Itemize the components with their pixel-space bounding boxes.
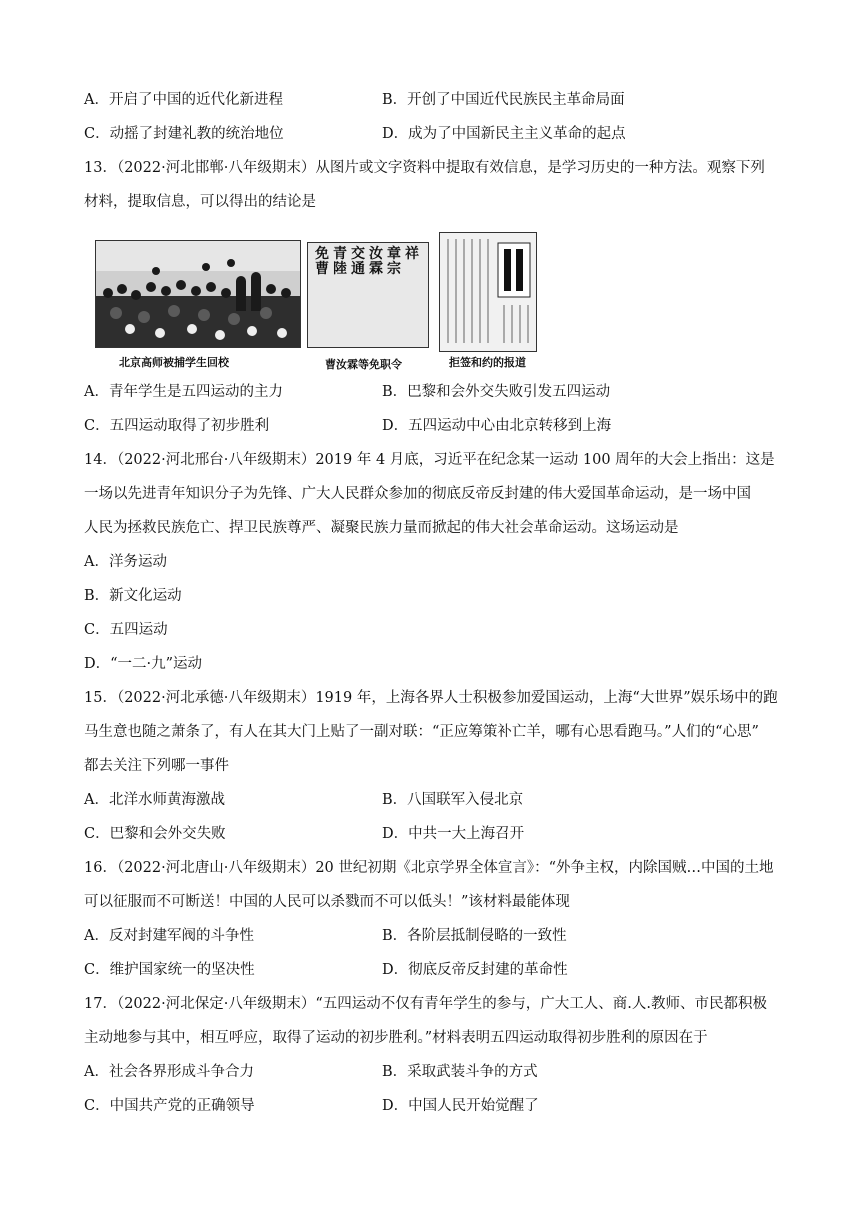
q13-option-row-2 (84, 416, 784, 436)
dismissal-decree-image (307, 242, 429, 348)
q16-option-b[interactable]: B．各阶层抵制侵略的一致性 (382, 928, 567, 944)
decree-column: 章宗 (387, 246, 401, 277)
q16-stem-line-1: 16．（2022·河北唐山·八年级期末）20 世纪初期《北京学界全体宣言》：“外争主权，内除国贼…中国的土地 (84, 860, 774, 876)
q13-option-b[interactable]: B．巴黎和会外交失败引发五四运动 (382, 384, 611, 400)
q14-stem-line-2: 一场以先进青年知识分子为先锋、广大人民群众参加的彻底反帝反封建的伟大爱国革命运动，是一场中国 (84, 486, 751, 502)
q17-option-c[interactable]: C．中国共产党的正确领导 (84, 1098, 255, 1114)
q12-option-c[interactable]: C．动摇了封建礼教的统治地位 (84, 126, 284, 142)
q15-option-a[interactable]: A．北洋水师黄海激战 (84, 792, 225, 808)
q16-option-c[interactable]: C．维护国家统一的坚决性 (84, 962, 255, 978)
q15-option-row-2 (84, 824, 784, 844)
q17-option-b[interactable]: B．采取武装斗争的方式 (382, 1064, 538, 1080)
students-return-photo (95, 240, 301, 348)
q16-option-row-2 (84, 960, 784, 980)
q12-option-b[interactable]: B．开创了中国近代民族民主革命局面 (382, 92, 625, 108)
caption-students-return: 北京高师被捕学生回校 (119, 356, 229, 369)
caption-refuse-treaty: 拒签和约的报道 (449, 356, 526, 369)
refuse-treaty-newspaper-image (439, 232, 537, 352)
q16-stem-line-2: 可以征服而不可断送！中国的人民可以杀戮而不可以低头！”该材料最能体现 (84, 894, 570, 910)
q15-option-d[interactable]: D．中共一大上海召开 (382, 826, 525, 842)
q16-option-a[interactable]: A．反对封建军阀的斗争性 (84, 928, 254, 944)
q16-option-row-1 (84, 926, 784, 946)
q12-option-d[interactable]: D．成为了中国新民主主义革命的起点 (382, 126, 626, 142)
q14-option-b[interactable]: B．新文化运动 (84, 588, 182, 604)
q13-option-d[interactable]: D．五四运动中心由北京转移到上海 (382, 418, 612, 434)
q13-figure (95, 232, 535, 372)
q14-option-a[interactable]: A．洋务运动 (84, 554, 167, 570)
caption-dismissal-decree: 曹汝霖等免职令 (325, 358, 402, 371)
q17-stem-line-2: 主动地参与其中，相互呼应，取得了运动的初步胜利。”材料表明五四运动取得初步胜利的原因在于 (84, 1030, 708, 1046)
q17-option-a[interactable]: A．社会各界形成斗争合力 (84, 1064, 254, 1080)
q17-option-row-1 (84, 1062, 784, 1082)
crowd-image (96, 241, 300, 347)
q13-option-a[interactable]: A．青年学生是五四运动的主力 (84, 384, 283, 400)
decree-column: 免曹 (315, 246, 329, 277)
q13-stem-line-1: 13．（2022·河北邯郸·八年级期末）从图片或文字资料中提取有效信息，是学习历史的一种方法。观察下列 (84, 160, 765, 176)
q16-option-d[interactable]: D．彻底反帝反封建的革命性 (382, 962, 568, 978)
q17-option-row-2 (84, 1096, 784, 1116)
q15-option-b[interactable]: B．八国联军入侵北京 (382, 792, 524, 808)
decree-column: 交通 (351, 246, 365, 277)
q17-stem-line-1: 17．（2022·河北保定·八年级期末）“五四运动不仅有青年学生的参与，广大工人、商.人.教师、市民都积极 (84, 996, 767, 1012)
q14-stem-line-1: 14．（2022·河北邢台·八年级期末）2019 年 4 月底，习近平在纪念某一运动 100 周年的大会上指出：这是 (84, 452, 775, 468)
q14-stem-line-3: 人民为拯救民族危亡、捍卫民族尊严、凝聚民族力量而掀起的伟大社会革命运动。这场运动是 (84, 520, 679, 536)
q12-option-row-1 (84, 90, 784, 110)
q15-stem-line-3: 都去关注下列哪一事件 (84, 758, 229, 774)
q13-option-row-1 (84, 382, 784, 402)
q15-option-c[interactable]: C．巴黎和会外交失败 (84, 826, 226, 842)
newspaper-print (440, 233, 536, 351)
q13-stem-line-2: 材料，提取信息，可以得出的结论是 (84, 194, 316, 210)
q17-option-d[interactable]: D．中国人民开始觉醒了 (382, 1098, 539, 1114)
q13-option-c[interactable]: C．五四运动取得了初步胜利 (84, 418, 270, 434)
q14-option-d[interactable]: D．“一二·九”运动 (84, 656, 203, 672)
decree-column: 青陸 (333, 246, 347, 277)
q12-option-row-2 (84, 124, 784, 144)
q15-option-row-1 (84, 790, 784, 810)
q12-option-a[interactable]: A．开启了中国的近代化新进程 (84, 92, 283, 108)
decree-column: 汝霖 (369, 246, 383, 277)
decree-column: 祥 (405, 246, 419, 262)
q15-stem-line-1: 15．（2022·河北承德·八年级期末）1919 年，上海各界人士积极参加爱国运动，上海“大世界”娱乐场中的跑 (84, 690, 778, 706)
q15-stem-line-2: 马生意也随之萧条了，有人在其大门上贴了一副对联：“正应筹策补亡羊，哪有心思看跑马。”人们的“心思” (84, 724, 759, 740)
q14-option-c[interactable]: C．五四运动 (84, 622, 168, 638)
